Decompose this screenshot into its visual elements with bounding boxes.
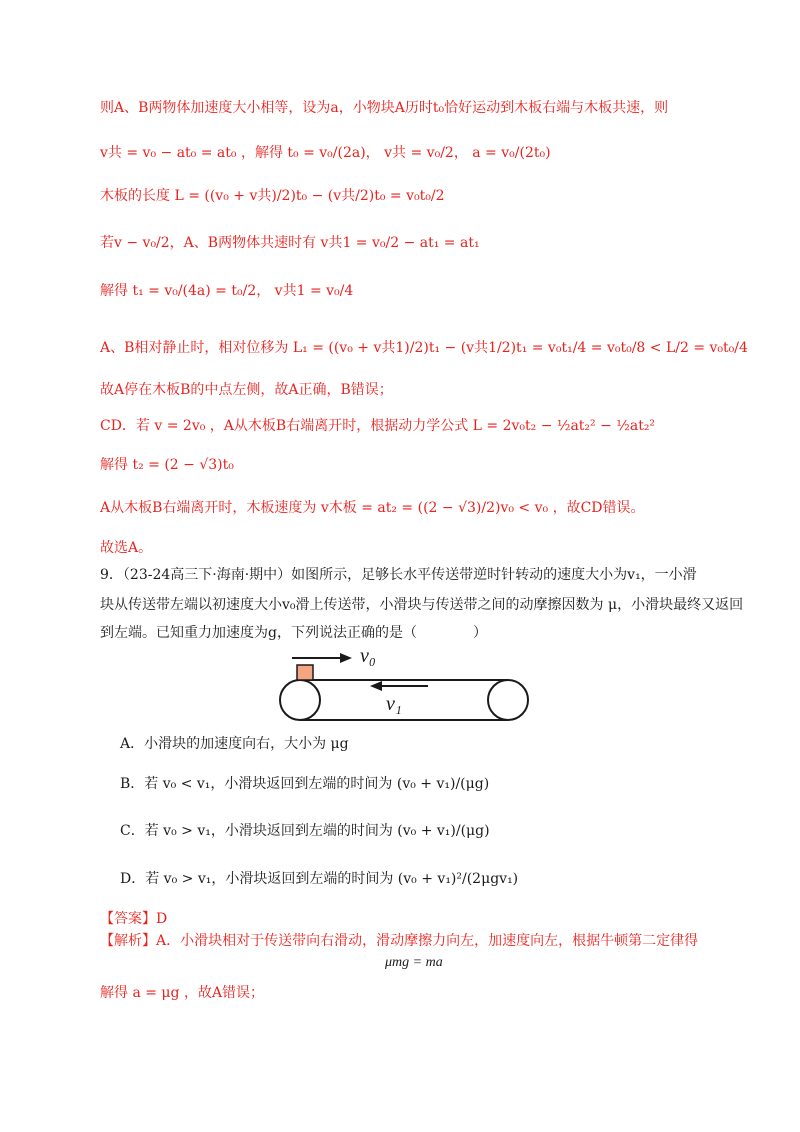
answer-value: D bbox=[156, 911, 168, 927]
analysis-equation: μmg = ma bbox=[385, 955, 443, 970]
analysis-tag: 【解析】 bbox=[100, 933, 156, 949]
answer-line bbox=[100, 911, 167, 928]
v1-arrow bbox=[370, 681, 428, 691]
option-a: A．小滑块的加速度向右，大小为 μg bbox=[120, 736, 349, 752]
solution-line-10: A从木板B右端离开时，木板速度为 v木板 = at₂ = ((2 − √3)/2)v₀ < v₀ ，故CD错误。 bbox=[100, 500, 645, 516]
option-c: C．若 v₀ > v₁，小滑块返回到左端的时间为 (v₀ + v₁)/(μg) bbox=[120, 823, 490, 839]
question-line-2: 块从传送带左端以初速度大小v₀滑上传送带，小滑块与传送带之间的动摩擦因数为 μ，小滑块最终又返回 bbox=[100, 597, 744, 613]
solution-line-7: 故A停在木板B的中点左侧，故A正确，B错误； bbox=[100, 382, 393, 398]
v0-arrow bbox=[292, 653, 352, 663]
v0-label: v₀ bbox=[360, 648, 376, 667]
analysis-line bbox=[100, 933, 698, 950]
left-pulley bbox=[280, 680, 320, 720]
solution-line-11: 故选A。 bbox=[100, 540, 153, 556]
conveyor-belt-figure bbox=[278, 648, 534, 724]
slider-block bbox=[297, 665, 313, 680]
analysis-solve: 解得 a = μg ，故A错误； bbox=[100, 985, 265, 1001]
solution-line-5: 解得 t₁ = v₀/(4a) = t₀/2， v共1 = v₀/4 bbox=[100, 283, 354, 299]
solution-line-4: 若v − v₀/2，A、B两物体共速时有 v共1 = v₀/2 − at₁ = at₁ bbox=[100, 235, 480, 251]
right-pulley bbox=[488, 680, 528, 720]
option-d: D．若 v₀ > v₁，小滑块返回到左端的时间为 (v₀ + v₁)²/(2μgv₁) bbox=[120, 871, 519, 887]
solution-line-1: 则A、B两物体加速度大小相等，设为a，小物块A历时t₀恰好运动到木板右端与木板共速，则 bbox=[100, 100, 669, 116]
solution-line-2: v共 = v₀ − at₀ = at₀ ，解得 t₀ = v₀/(2a)， v共 = v₀/2， a = v₀/(2t₀) bbox=[100, 145, 551, 161]
question-line-3: 到左端。已知重力加速度为g，下列说法正确的是（ ） bbox=[100, 625, 487, 641]
solution-line-6: A、B相对静止时，相对位移为 L₁ = ((v₀ + v共1)/2)t₁ − (v共1/2)t₁ = v₀t₁/4 = v₀t₀/8 < L/2 = v₀t₀/4 bbox=[100, 340, 748, 356]
solution-line-8: CD．若 v = 2v₀ ，A从木板B右端离开时，根据动力学公式 L = 2v₀t₂ − ½at₂² − ½at₂² bbox=[100, 418, 656, 434]
answer-tag: 【答案】 bbox=[100, 911, 156, 927]
question-line-1: 9．（23-24高三下·海南·期中）如图所示，足够长水平传送带逆时针转动的速度大小为v₁，一小滑 bbox=[100, 567, 697, 583]
solution-line-3: 木板的长度 L = ((v₀ + v共)/2)t₀ − (v共/2)t₀ = v₀t₀/2 bbox=[100, 188, 445, 204]
solution-line-9: 解得 t₂ = (2 − √3)t₀ bbox=[100, 457, 234, 473]
option-b: B．若 v₀ < v₁，小滑块返回到左端的时间为 (v₀ + v₁)/(μg) bbox=[120, 776, 490, 792]
analysis-text: A．小滑块相对于传送带向右滑动，滑动摩擦力向左，加速度向左，根据牛顿第二定律得 bbox=[156, 933, 699, 949]
v1-label: v₁ bbox=[386, 693, 402, 715]
